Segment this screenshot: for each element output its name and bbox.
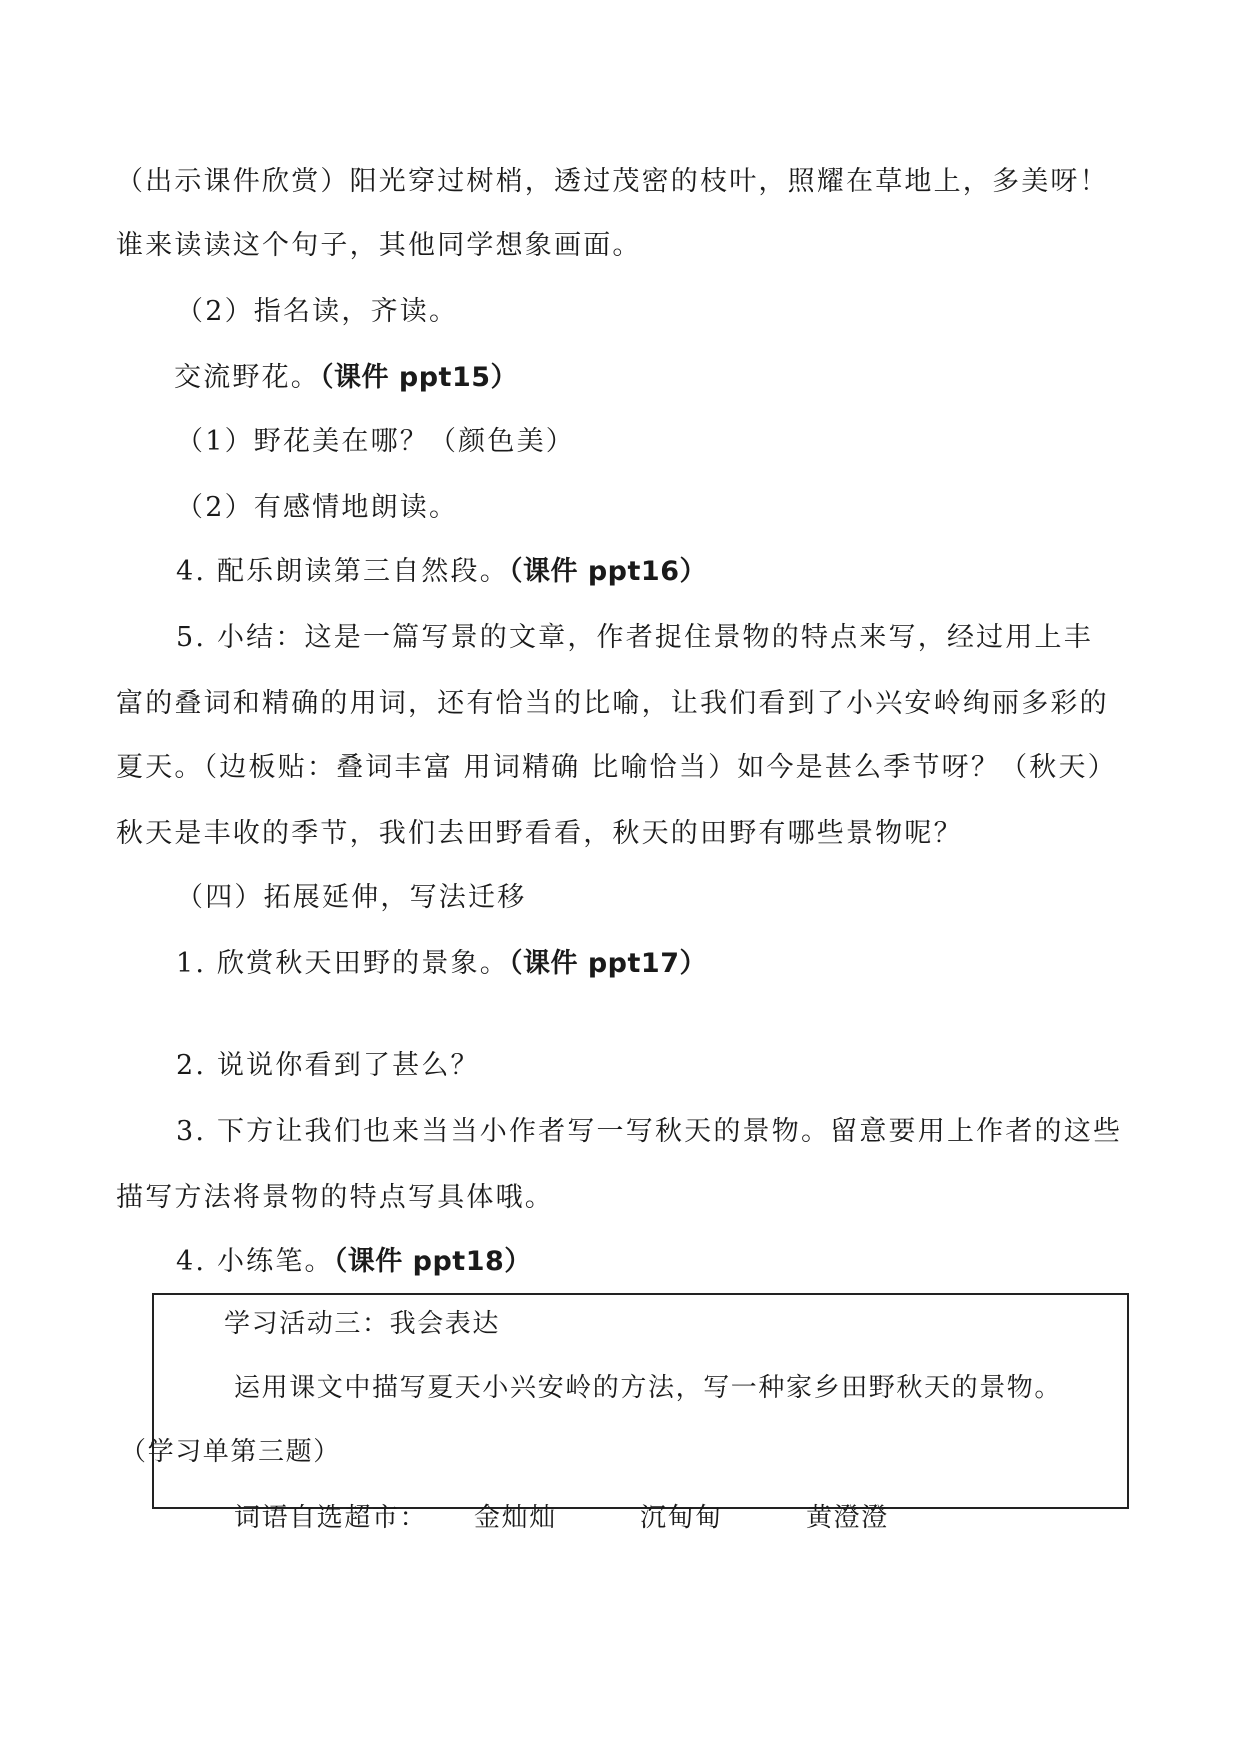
courseware-ref: （课件 ppt17） bbox=[508, 948, 707, 979]
paragraph-line: （2）有感情地朗读。 bbox=[176, 492, 459, 523]
activity-note: （学习单第三题） bbox=[120, 1437, 341, 1467]
courseware-ref: （课件 ppt18） bbox=[333, 1246, 532, 1277]
activity-title: 学习活动三：我会表达 bbox=[224, 1309, 501, 1339]
paragraph-text: 4. 小练笔。 bbox=[176, 1246, 334, 1277]
section-heading: （四）拓展延伸，写法迁移 bbox=[176, 882, 527, 913]
paragraph-line: 3. 下方让我们也来当当小作者写一写秋天的景物。留意要用上作者的这些 bbox=[176, 1116, 1123, 1147]
paragraph-line bbox=[176, 554, 707, 590]
activity-instruction: 运用课文中描写夏天小兴安岭的方法，写一种家乡田野秋天的景物。 bbox=[234, 1373, 1063, 1403]
paragraph-text: 1. 欣赏秋天田野的景象。 bbox=[176, 948, 509, 979]
word-bank-label: 词语自选超市： bbox=[234, 1503, 428, 1533]
paragraph-line: 2. 说说你看到了甚么？ bbox=[176, 1050, 480, 1081]
paragraph-line: （2）指名读，齐读。 bbox=[176, 296, 459, 327]
paragraph-line: 描写方法将景物的特点写具体哦。 bbox=[116, 1182, 554, 1213]
paragraph-text: 4. 配乐朗读第三自然段。 bbox=[176, 556, 509, 587]
paragraph-line: 谁来读读这个句子，其他同学想象画面。 bbox=[116, 230, 642, 261]
paragraph-line: 富的叠词和精确的用词，还有恰当的比喻，让我们看到了小兴安岭绚丽多彩的 bbox=[116, 688, 1109, 719]
paragraph-line: 5. 小结：这是一篇写景的文章，作者捉住景物的特点来写，经过用上丰 bbox=[176, 622, 1093, 653]
paragraph-line: （出示课件欣赏）阳光穿过树梢，透过茂密的枝叶，照耀在草地上，多美呀！ bbox=[116, 166, 1109, 197]
paragraph-line bbox=[176, 946, 707, 982]
paragraph-line bbox=[176, 1244, 532, 1280]
paragraph-text: 交流野花。 bbox=[174, 362, 320, 393]
paragraph-line bbox=[174, 360, 518, 396]
paragraph-line: 秋天是丰收的季节，我们去田野看看，秋天的田野有哪些景物呢？ bbox=[116, 818, 963, 849]
word-bank-item: 金灿灿 bbox=[474, 1503, 557, 1533]
courseware-ref: （课件 ppt16） bbox=[508, 556, 707, 587]
word-bank-item: 沉甸甸 bbox=[640, 1503, 723, 1533]
paragraph-line: （1）野花美在哪？（颜色美） bbox=[176, 426, 575, 457]
paragraph-line: 夏天。（边板贴：叠词丰富 用词精确 比喻恰当）如今是甚么季节呀？（秋天） bbox=[116, 752, 1117, 783]
courseware-ref: （课件 ppt15） bbox=[320, 362, 519, 393]
word-bank-item: 黄澄澄 bbox=[806, 1503, 889, 1533]
